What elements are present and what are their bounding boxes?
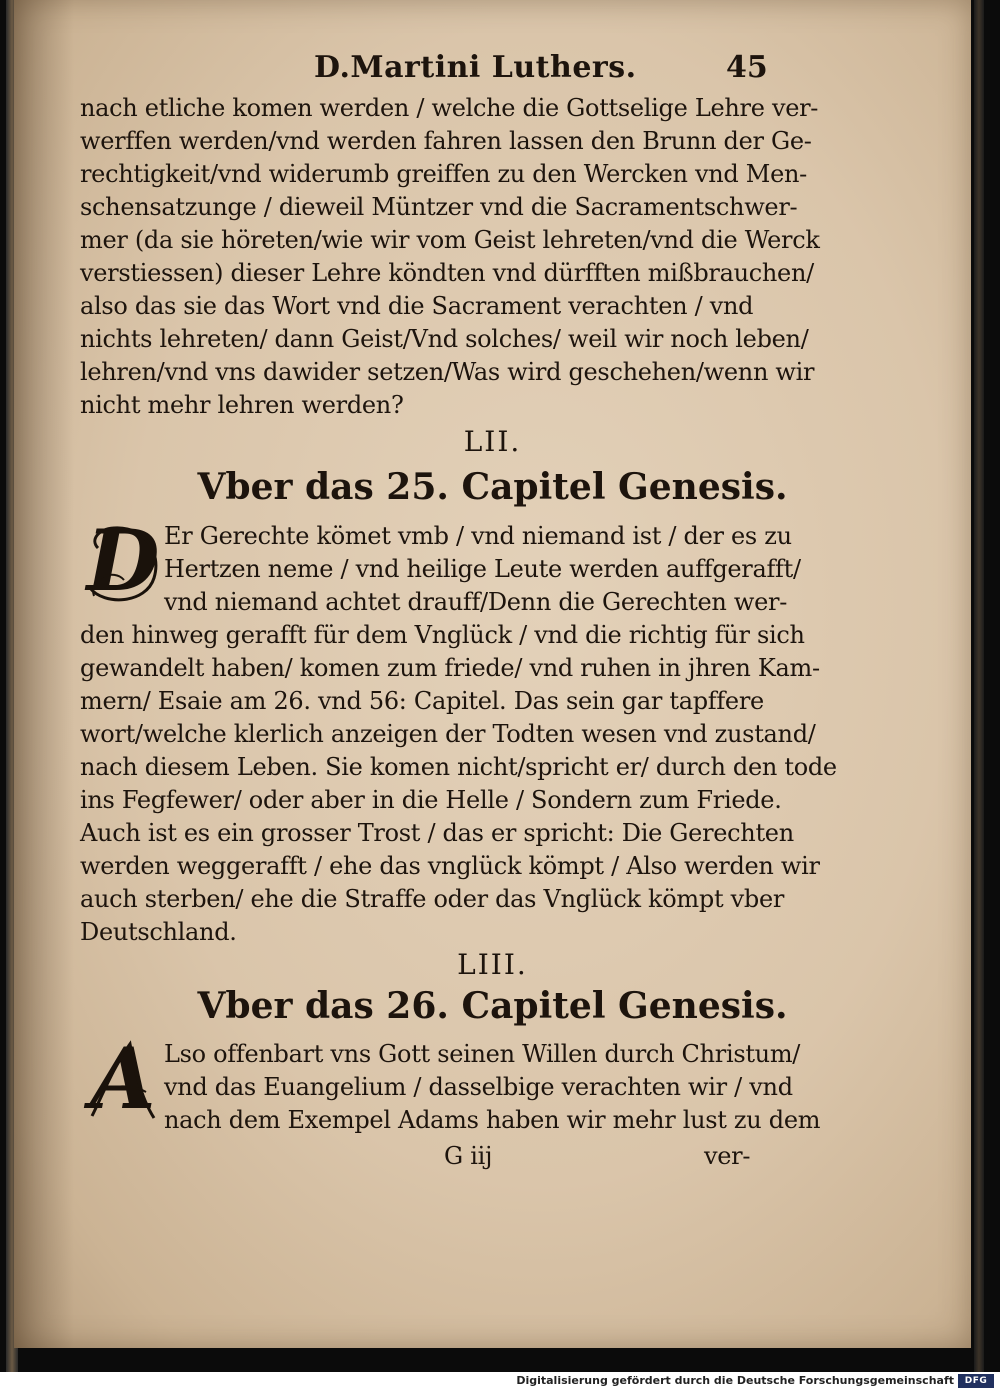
text-line: vnd niemand achtet drauff/Denn die Gerechten wer- — [164, 588, 788, 616]
dfg-logo: DFG — [958, 1374, 994, 1388]
decorated-initial-a — [84, 1029, 162, 1128]
right-page-edges — [974, 0, 984, 1372]
text-line: den hinweg gerafft für dem Vnglück / vnd die richtig für sich — [80, 621, 805, 649]
flourish-icon — [84, 1036, 162, 1122]
text-line: auch sterben/ ehe die Straffe oder das Vnglück kömpt vber — [80, 885, 785, 913]
signature-mark: G iij — [444, 1142, 493, 1170]
text-line: verstiessen) dieser Lehre köndten vnd dürfften mißbrauchen/ — [80, 259, 814, 287]
text-line: Er Gerechte kömet vmb / vnd niemand ist / der es zu — [164, 522, 792, 550]
digitization-footer — [0, 1372, 1000, 1391]
text-line: schensatzunge / dieweil Müntzer vnd die Sacramentschwer- — [80, 193, 798, 221]
text-line: nicht mehr lehren werden? — [80, 391, 404, 419]
text-line: werden weggerafft / ehe das vnglück kömpt / Also werden wir — [80, 852, 820, 880]
text-line: also das sie das Wort vnd die Sacrament verachten / vnd — [80, 292, 754, 320]
text-line: mern/ Esaie am 26. vnd 56: Capitel. Das sein gar tapffere — [80, 687, 764, 715]
decorated-initial-d — [84, 511, 162, 610]
text-line: rechtigkeit/vnd widerumb greiffen zu den Wercken vnd Men- — [80, 160, 807, 188]
section-title-liii: Vber das 26. Capitel Genesis. — [197, 985, 788, 1027]
text-line: Deutschland. — [80, 918, 237, 946]
text-line: nach etliche komen werden / welche die Gottselige Lehre ver- — [80, 94, 819, 122]
book-page — [14, 0, 971, 1348]
text-line: Lso offenbart vns Gott seinen Willen durch Christum/ — [164, 1040, 801, 1068]
text-line: wort/welche klerlich anzeigen der Todten wesen vnd zustand/ — [80, 720, 816, 748]
text-line: vnd das Euangelium / dasselbige verachten wir / vnd — [164, 1073, 793, 1101]
running-head: D.Martini Luthers. — [314, 50, 637, 85]
text-line: mer (da sie höreten/wie wir vom Geist lehreten/vnd die Werck — [80, 226, 820, 254]
initial-letter: D — [86, 511, 160, 610]
text-line: nach dem Exempel Adams haben wir mehr lust zu dem — [164, 1106, 821, 1134]
section-title-lii: Vber das 25. Capitel Genesis. — [197, 466, 788, 508]
text-line: Hertzen neme / vnd heilige Leute werden auffgerafft/ — [164, 555, 801, 583]
text-line: lehren/vnd vns dawider setzen/Was wird geschehen/wenn wir — [80, 358, 815, 386]
section-number-liii: LIII. — [457, 948, 528, 981]
text-line: nichts lehreten/ dann Geist/Vnd solches/ weil wir noch leben/ — [80, 325, 809, 353]
text-line: werffen werden/vnd werden fahren lassen den Brunn der Ge- — [80, 127, 812, 155]
initial-letter: A — [90, 1029, 156, 1128]
text-line: nach diesem Leben. Sie komen nicht/spricht er/ durch den tode — [80, 753, 837, 781]
text-line: gewandelt haben/ komen zum friede/ vnd ruhen in jhren Kam- — [80, 654, 820, 682]
text-line: ins Fegfewer/ oder aber in die Helle / Sondern zum Friede. — [80, 786, 782, 814]
text-line: Auch ist es ein grosser Trost / das er spricht: Die Gerechten — [80, 819, 794, 847]
digitization-credit: Digitalisierung gefördert durch die Deutsche Forschungsgemeinschaft — [516, 1374, 954, 1387]
catchword: ver- — [704, 1142, 751, 1170]
flourish-icon — [84, 518, 162, 604]
section-number-lii: LII. — [463, 425, 522, 458]
page-number: 45 — [726, 50, 768, 85]
